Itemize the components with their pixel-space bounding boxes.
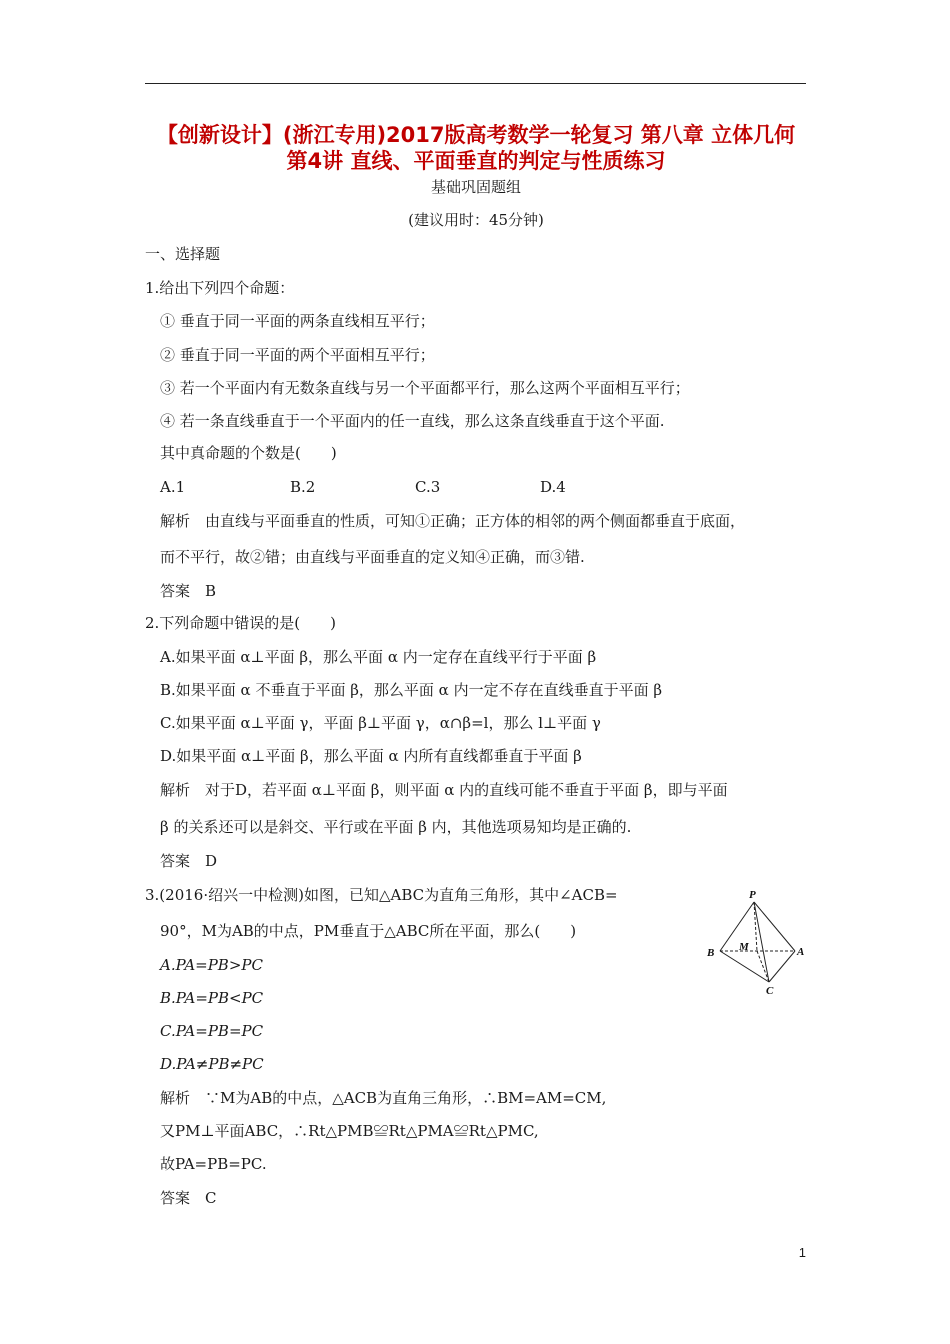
q2-answer: 答案 D xyxy=(160,852,218,870)
q3-option-a: A.PA=PB>PC xyxy=(160,956,263,974)
q1-option-c: C.3 xyxy=(415,478,441,496)
header-rule xyxy=(145,83,806,84)
q1-analysis-line1: 解析 由直线与平面垂直的性质，可知①正确；正方体的相邻的两个侧面都垂直于底面， xyxy=(160,512,746,530)
q1-analysis-line2: 而不平行，故②错；由直线与平面垂直的定义知④正确，而③错. xyxy=(160,548,585,566)
q1-option-b: B.2 xyxy=(290,478,316,496)
label-c: C xyxy=(766,985,774,997)
edge-pb xyxy=(720,902,754,951)
q1-options xyxy=(160,477,566,497)
time-note: (建议用时：45分钟) xyxy=(408,211,544,229)
q3-stem-line2: 90°，M为AB的中点，PM垂直于△ABC所在平面，那么( ) xyxy=(160,922,577,940)
q3-analysis-line1: 解析 ∵M为AB的中点，△ACB为直角三角形，∴BM=AM=CM, xyxy=(160,1089,607,1107)
q2-analysis-line2: β 的关系还可以是斜交、平行或在平面 β 内，其他选项易知均是正确的. xyxy=(160,818,632,836)
q3-analysis-line3: 故PA=PB=PC. xyxy=(160,1155,267,1173)
section-heading: 一、选择题 xyxy=(145,245,221,263)
q2-stem: 2.下列命题中错误的是( ) xyxy=(145,614,337,632)
edge-ac xyxy=(769,951,795,982)
label-p: P xyxy=(749,889,756,901)
label-b: B xyxy=(707,947,715,959)
q1-item-4: ④ 若一条直线垂直于一个平面内的任一直线，那么这条直线垂直于这个平面. xyxy=(160,412,665,430)
pyramid-figure xyxy=(702,886,812,998)
q1-stem: 1.给出下列四个命题： xyxy=(145,279,295,297)
q3-analysis-line2: 又PM⊥平面ABC，∴Rt△PMB≌Rt△PMA≌Rt△PMC, xyxy=(160,1122,539,1140)
q3-option-b: B.PA=PB<PC xyxy=(160,989,264,1007)
edge-pa xyxy=(754,902,795,951)
q2-analysis-line1: 解析 对于D，若平面 α⊥平面 β，则平面 α 内的直线可能不垂直于平面 β，即与平面 xyxy=(160,781,728,799)
q1-option-d: D.4 xyxy=(540,478,566,496)
edge-bc xyxy=(720,951,769,982)
q3-option-c: C.PA=PB=PC xyxy=(160,1022,264,1040)
q1-item-1: ① 垂直于同一平面的两条直线相互平行； xyxy=(160,312,435,330)
q1-answer: 答案 B xyxy=(160,582,217,600)
q2-option-b: B.如果平面 α 不垂直于平面 β，那么平面 α 内一定不存在直线垂直于平面 β xyxy=(160,681,663,699)
document-subtitle: 基础巩固题组 xyxy=(430,178,521,196)
q2-option-c: C.如果平面 α⊥平面 γ，平面 β⊥平面 γ，α∩β=l，那么 l⊥平面 γ xyxy=(160,714,601,732)
q1-item-3: ③ 若一个平面内有无数条直线与另一个平面都平行，那么这两个平面相互平行； xyxy=(160,379,690,397)
q1-item-2: ② 垂直于同一平面的两个平面相互平行； xyxy=(160,346,435,364)
label-a: A xyxy=(797,946,805,958)
page-number: 1 xyxy=(798,1245,806,1260)
q3-option-d: D.PA≠PB≠PC xyxy=(160,1055,264,1073)
q3-answer: 答案 C xyxy=(160,1189,217,1207)
q2-option-a: A.如果平面 α⊥平面 β，那么平面 α 内一定存在直线平行于平面 β xyxy=(160,648,597,666)
label-m: M xyxy=(739,941,749,953)
q1-ask: 其中真命题的个数是( ) xyxy=(160,444,337,462)
document-title-line1: 【创新设计】(浙江专用)2017版高考数学一轮复习 第八章 立体几何 xyxy=(156,123,796,147)
q3-stem-line1: 3.(2016·绍兴一中检测)如图，已知△ABC为直角三角形，其中∠ACB= xyxy=(145,886,618,904)
edge-mc xyxy=(757,951,769,982)
q2-option-d: D.如果平面 α⊥平面 β，那么平面 α 内所有直线都垂直于平面 β xyxy=(160,747,582,765)
document-title-line2: 第4讲 直线、平面垂直的判定与性质练习 xyxy=(286,149,666,173)
q1-option-a: A.1 xyxy=(160,478,186,496)
